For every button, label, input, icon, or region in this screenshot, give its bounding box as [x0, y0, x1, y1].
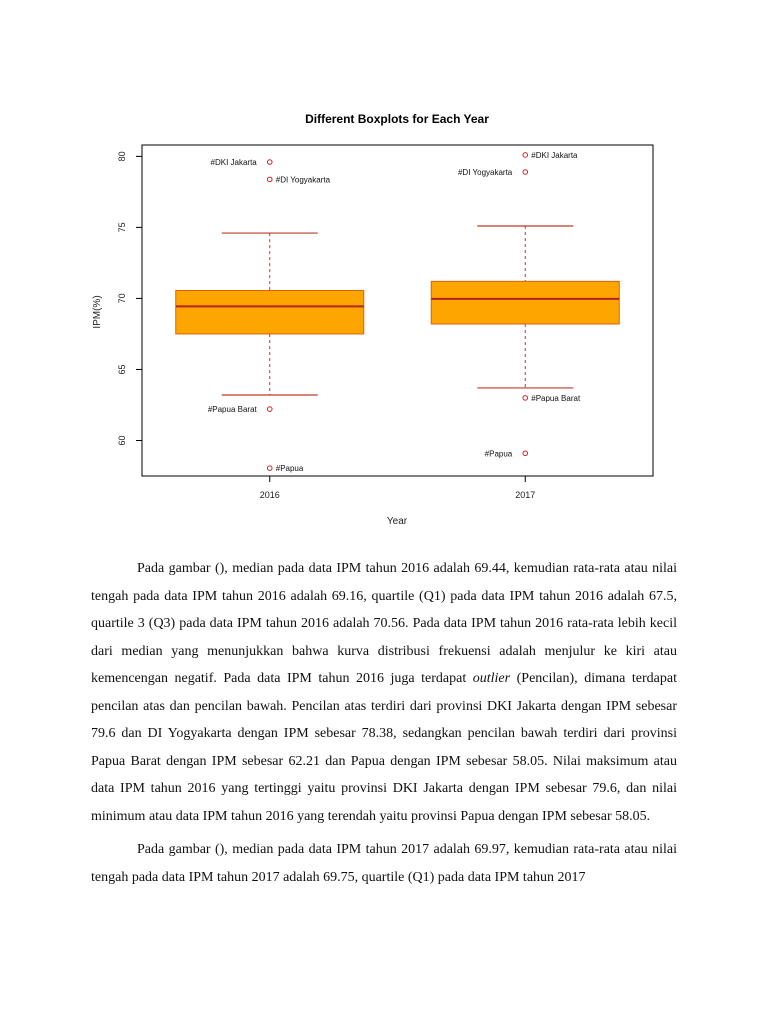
outlier-point — [267, 177, 272, 182]
outlier-label: #DI Yogyakarta — [457, 167, 513, 177]
chart-title: Different Boxplots for Each Year — [305, 112, 489, 126]
outlier-point — [523, 396, 528, 401]
y-tick-label: 60 — [117, 435, 127, 446]
x-axis-label: Year — [386, 516, 408, 527]
outlier-label: #Papua Barat — [531, 393, 581, 403]
outlier-label: #DKI Jakarta — [531, 150, 578, 160]
outlier-term: outlier — [472, 671, 511, 686]
outlier-label: #Papua — [275, 464, 304, 474]
y-tick-label: 70 — [117, 293, 127, 304]
paragraph-2016-part-1: Pada gambar (), median pada data IPM tahun 2016 adalah 69.44, kemudian rata-rata atau nilai tengah pada data IPM tahun 2016 adalah 69.16, quartile (Q1) pada data IPM tahun 2016 adalah 67.5, quartile 3 (Q3) pada data IPM tahun 2016 adalah 70.56. Pada data IPM tahun 2016 rata-rata lebih kecil dari median yang menunjukkan bahwa kurva distribusi frekuensi adalah menjulur ke kiri atau kemencengan negatif. Pada data IPM tahun 2016 juga terdapat — [91, 561, 677, 686]
outlier-point — [523, 451, 528, 456]
paragraph-2017: Pada gambar (), median pada data IPM tahun 2017 adalah 69.97, kemudian rata-rata atau nilai tengah pada data IPM tahun 2017 adalah 69.75, quartile (Q1) pada data IPM tahun 2017 — [91, 842, 677, 885]
x-tick-label: 2016 — [259, 490, 280, 500]
iqr-box — [176, 290, 364, 333]
outlier-point — [267, 407, 272, 412]
y-tick-label: 75 — [117, 222, 127, 233]
outlier-label: #Papua Barat — [207, 405, 257, 415]
x-tick-label: 2017 — [515, 490, 536, 500]
outlier-point — [267, 160, 272, 165]
outlier-label: #DI Yogyakarta — [275, 175, 331, 185]
outlier-label: #Papua — [484, 449, 513, 459]
y-tick-label: 80 — [117, 151, 127, 162]
body-text — [91, 555, 677, 891]
iqr-box — [431, 281, 619, 324]
outlier-point — [267, 466, 272, 471]
box-group — [176, 226, 620, 395]
outlier-point — [523, 170, 528, 175]
y-axis — [117, 151, 142, 445]
outlier-label: #DKI Jakarta — [210, 158, 257, 168]
x-axis — [260, 476, 536, 500]
paragraph-2016 — [91, 555, 677, 830]
y-tick-label: 65 — [117, 364, 127, 375]
paragraph-2016-part-2: (Pencilan), dimana terdapat pencilan atas dan pencilan bawah. Pencilan atas terdiri dari provinsi DKI Jakarta dengan IPM sebesar 79.6 dan DI Yogyakarta dengan IPM sebesar 78.38, sedangkan pencilan bawah terdiri dari provinsi Papua Barat dengan IPM sebesar 62.21 dan Papua dengan IPM sebesar 58.05. Nilai maksimum atau data IPM tahun 2016 yang tertinggi yaitu provinsi DKI Jakarta dengan IPM sebesar 79.6, dan nilai minimum atau data IPM tahun 2016 yang terendah yaitu provinsi Papua dengan IPM sebesar 58.05. — [91, 671, 678, 824]
outlier-point — [523, 153, 528, 158]
y-axis-label: IPM(%) — [92, 295, 103, 329]
